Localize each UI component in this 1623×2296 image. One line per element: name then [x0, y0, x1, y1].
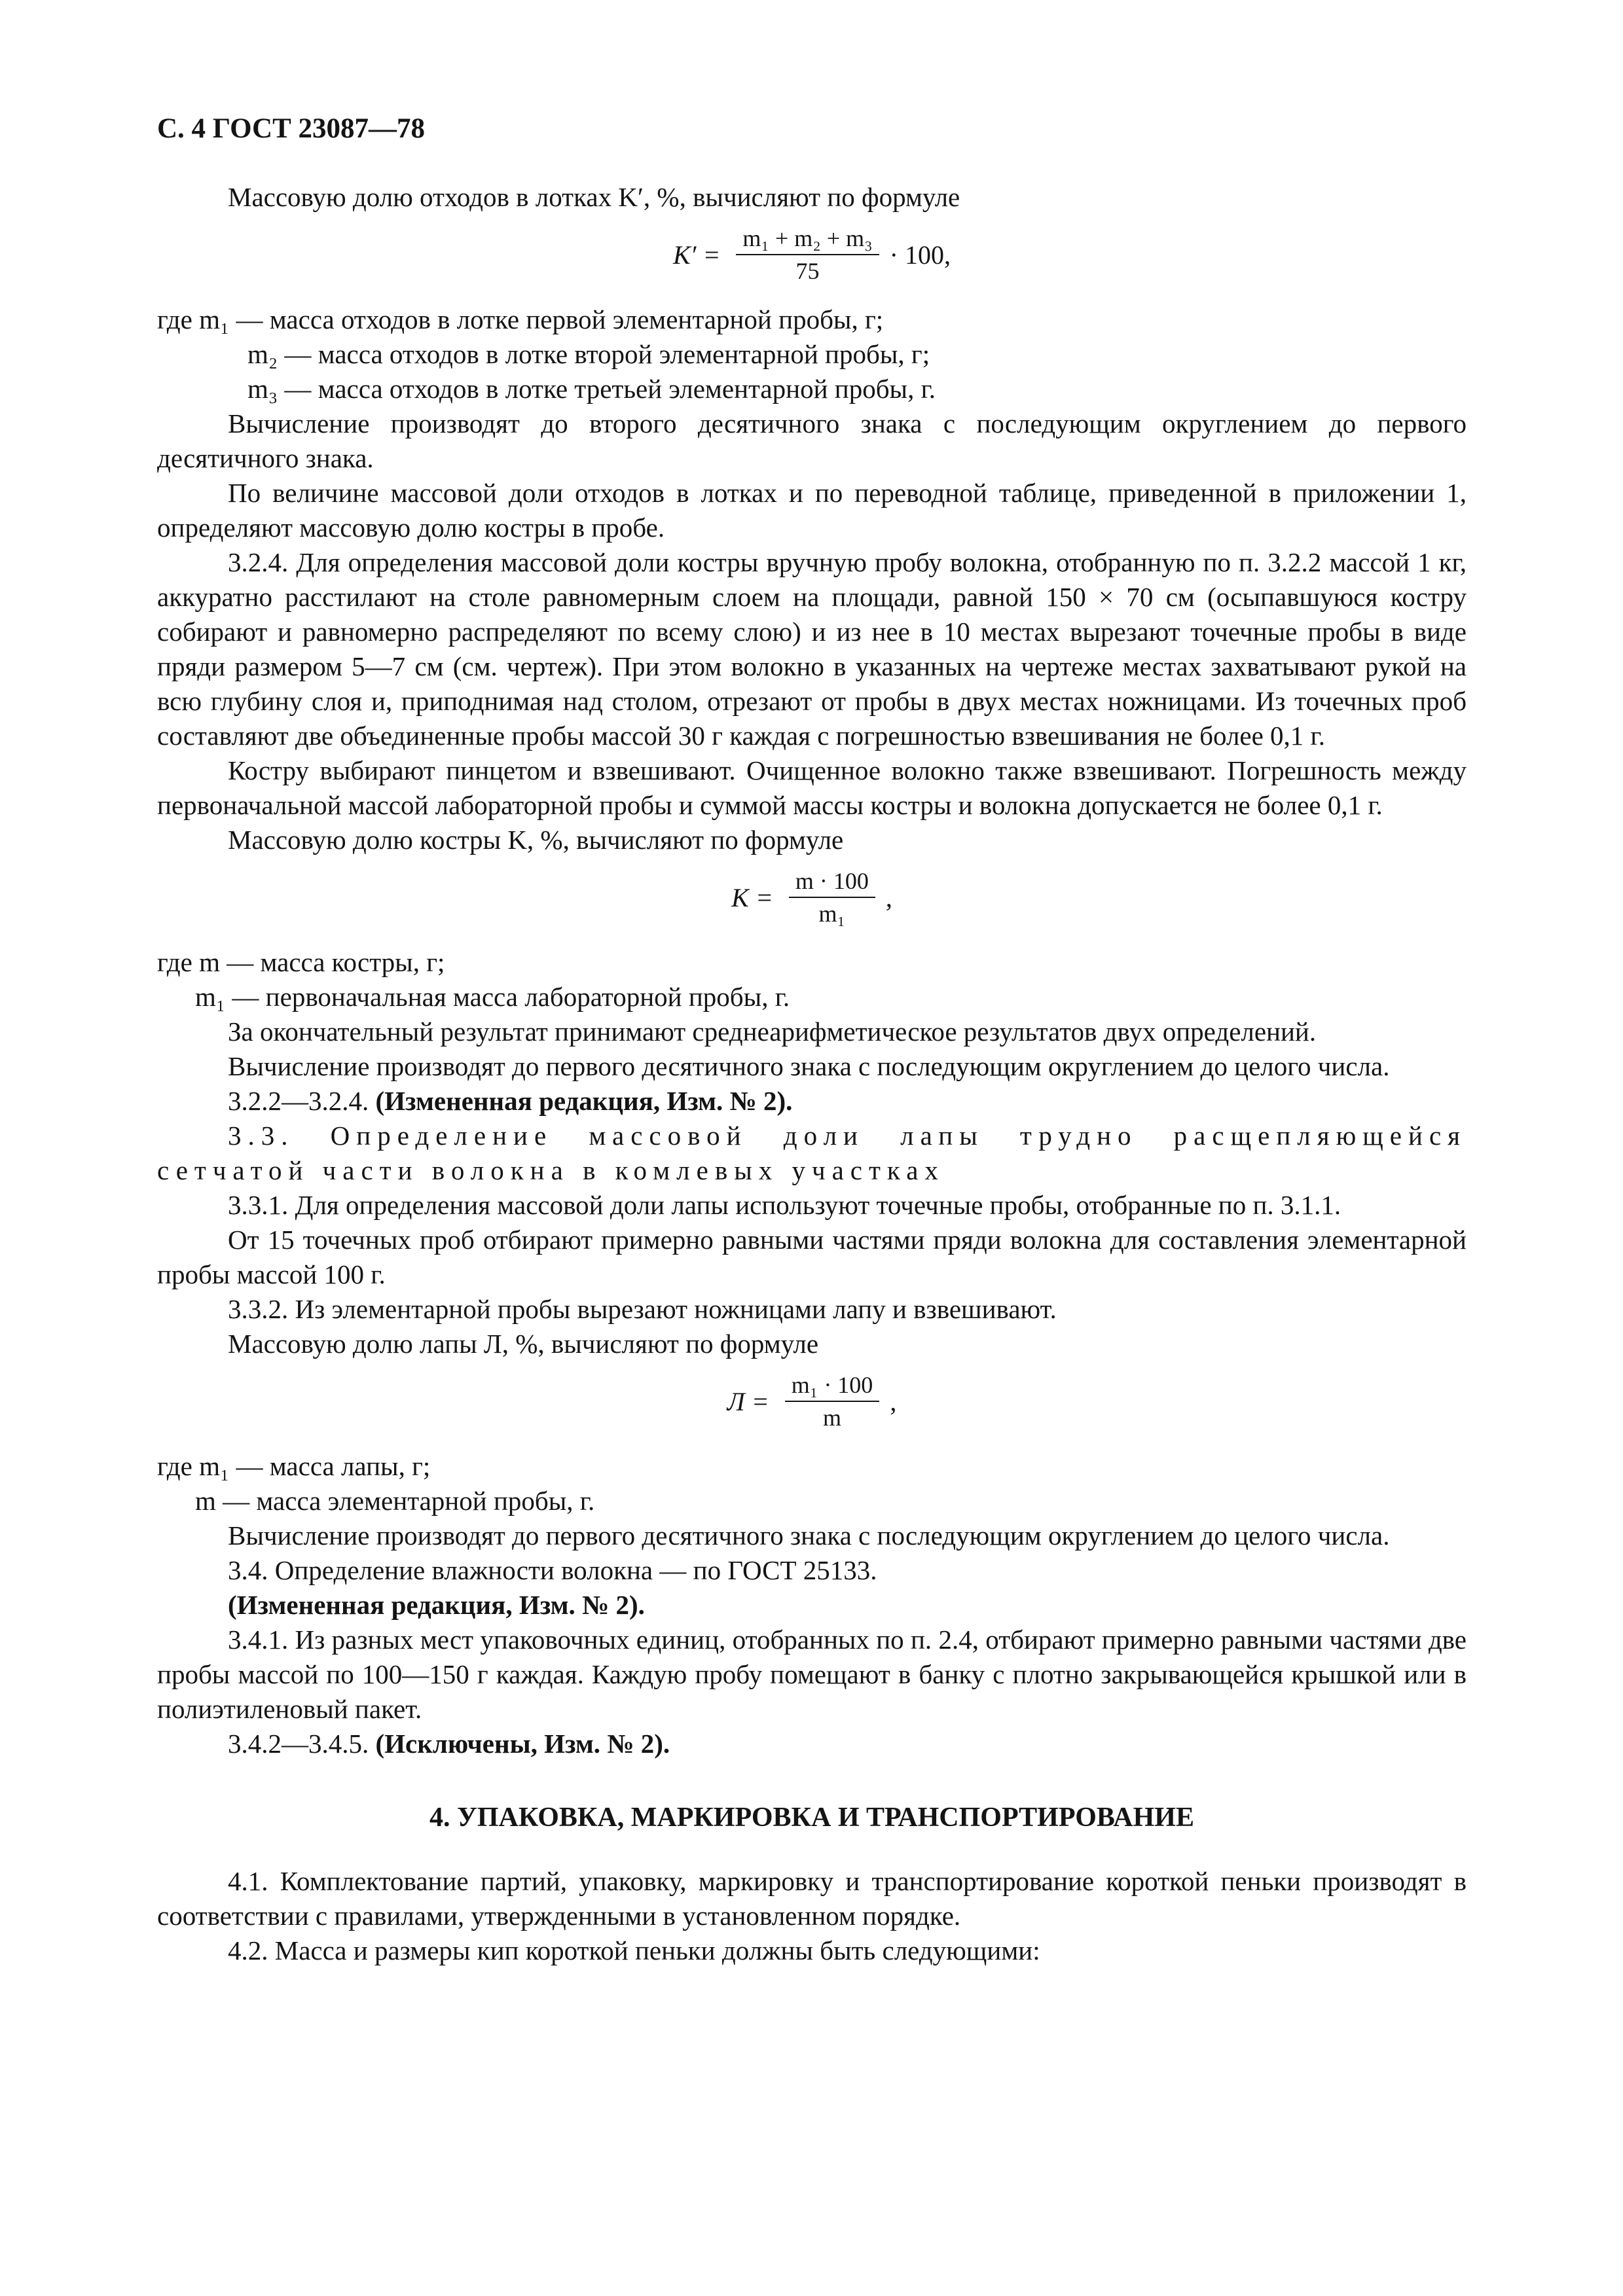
amendment-ref: 3.4.2—3.4.5.: [228, 1729, 376, 1759]
amendment-bold: (Измененная редакция, Изм. № 2).: [228, 1590, 645, 1620]
formula-denominator: m₁: [818, 901, 846, 927]
formula-fraction: [785, 1371, 880, 1432]
paragraph: За окончательный результат принимают среднеарифметическое результатов двух определений.: [228, 1016, 1317, 1047]
where-line: m — масса элементарной пробы, г.: [195, 1486, 595, 1516]
paragraph: Массовую долю костры K, %, вычисляют по формуле: [228, 825, 844, 855]
paragraph: Вычисление производят до первого десятичного знака с последующим округлением до целого числа.: [228, 1520, 1390, 1551]
where-line: где m — масса костры, г;: [157, 947, 445, 977]
document-page: [157, 111, 1467, 1968]
where-line: где m₁ — масса лапы, г;: [157, 1451, 431, 1481]
formula-tail: ,: [890, 1386, 897, 1416]
section-3-3-title: 3.3. Определение массовой доли лапы трудно расщепляющейся сетчатой части волокна в комлевых участках: [157, 1121, 1467, 1185]
paragraph-3-3-1: 3.3.1. Для определения массовой доли лапы используют точечные пробы, отобранные по п. 3.1.1.: [228, 1190, 1341, 1220]
paragraph: Массовую долю лапы Л, %, вычисляют по формуле: [228, 1329, 819, 1359]
formula-tail: ,: [885, 882, 892, 912]
paragraph: Костру выбирают пинцетом и взвешивают. Очищенное волокно также взвешивают. Погрешность между первоначальной массой лабораторной пробы и суммой массы костры и волокна допускается не более 0,1 г.: [157, 755, 1467, 820]
where-line: m₁ — первоначальная масса лабораторной пробы, г.: [195, 982, 790, 1012]
formula-l: [157, 1371, 1467, 1432]
paragraph-3-2-4: 3.2.4. Для определения массовой доли костры вручную пробу волокна, отобранную по п. 3.2.2 массой 1 кг, аккуратно расстилают на столе равномерным слоем на площади, равной 150 × 70 см (осыпавшуюся костру собирают и равномерно распределяют по всему слою) и из нее в 10 местах вырезают точечные пробы в виде пряди размером 5—7 см (см. чертеж). При этом волокно в указанных на чертеже местах захватывают рукой на всю глубину слоя и, приподнимая над столом, отрезают от пробы в двух местах ножницами. Из точечных проб составляют две объединенные пробы массой 30 г каждая с погрешностью взвешивания не более 0,1 г.: [157, 547, 1467, 751]
paragraph-3-4-1: 3.4.1. Из разных мест упаковочных единиц, отобранных по п. 2.4, отбирают примерно равными частями две пробы массой по 100—150 г каждая. Каждую пробу помещают в банку с плотно закрывающейся крышкой или в полиэтиленовый пакет.: [157, 1624, 1467, 1724]
page-header: С. 4 ГОСТ 23087—78: [157, 113, 426, 144]
formula-lhs: Л =: [727, 1386, 769, 1416]
formula-fraction: [789, 867, 875, 928]
amendment-note: [157, 1727, 1467, 1761]
formula-k-prime: [157, 224, 1467, 285]
formula-numerator: m₁ · 100: [785, 1371, 880, 1402]
formula-numerator: m₁ + m₂ + m₃: [736, 224, 879, 255]
paragraph-4-1: 4.1. Комплектование партий, упаковку, маркировку и транспортирование короткой пеньки производят в соответствии с правилами, утвержденными в установленном порядке.: [157, 1866, 1467, 1931]
formula-lhs: K′ =: [672, 240, 721, 270]
amendment-ref: 3.2.2—3.2.4.: [228, 1086, 376, 1116]
amendment-bold: (Исключены, Изм. № 2).: [375, 1729, 670, 1759]
formula-numerator: m · 100: [789, 867, 875, 898]
formula-fraction: [736, 224, 879, 285]
where-line: m₃ — масса отходов в лотке третьей элементарной пробы, г.: [247, 374, 936, 404]
paragraph: От 15 точечных проб отбирают примерно равными частями пряди волокна для составления элементарной пробы массой 100 г.: [157, 1225, 1467, 1289]
amendment-note: [157, 1084, 1467, 1119]
amendment-bold: (Измененная редакция, Изм. № 2).: [375, 1086, 793, 1116]
paragraph: Массовую долю отходов в лотках K′, %, вычисляют по формуле: [228, 182, 960, 212]
paragraph: По величине массовой доли отходов в лотках и по переводной таблице, приведенной в приложении 1, определяют массовую долю костры в пробе.: [157, 478, 1467, 543]
where-line: m₂ — масса отходов в лотке второй элементарной пробы, г;: [247, 339, 930, 369]
paragraph-4-2: 4.2. Масса и размеры кип короткой пеньки должны быть следующими:: [228, 1935, 1040, 1965]
amendment-note: [157, 1588, 1467, 1623]
formula-denominator: 75: [795, 258, 820, 284]
paragraph: Вычисление производят до первого десятичного знака с последующим округлением до целого числа.: [228, 1051, 1390, 1081]
section-4-heading: 4. УПАКОВКА, МАРКИРОВКА И ТРАНСПОРТИРОВАНИЕ: [429, 1803, 1194, 1833]
paragraph: Вычисление производят до второго десятичного знака с последующим округлением до первого десятичного знака.: [157, 408, 1467, 473]
paragraph-3-4: 3.4. Определение влажности волокна — по ГОСТ 25133.: [228, 1555, 877, 1585]
formula-denominator: m: [823, 1405, 842, 1431]
formula-lhs: K =: [731, 882, 773, 912]
formula-tail: · 100,: [889, 240, 951, 270]
formula-k: [157, 867, 1467, 928]
paragraph-3-3-2: 3.3.2. Из элементарной пробы вырезают ножницами лапу и взвешивают.: [228, 1294, 1057, 1324]
where-line: где m₁ — масса отходов в лотке первой элементарной пробы, г;: [157, 304, 884, 334]
